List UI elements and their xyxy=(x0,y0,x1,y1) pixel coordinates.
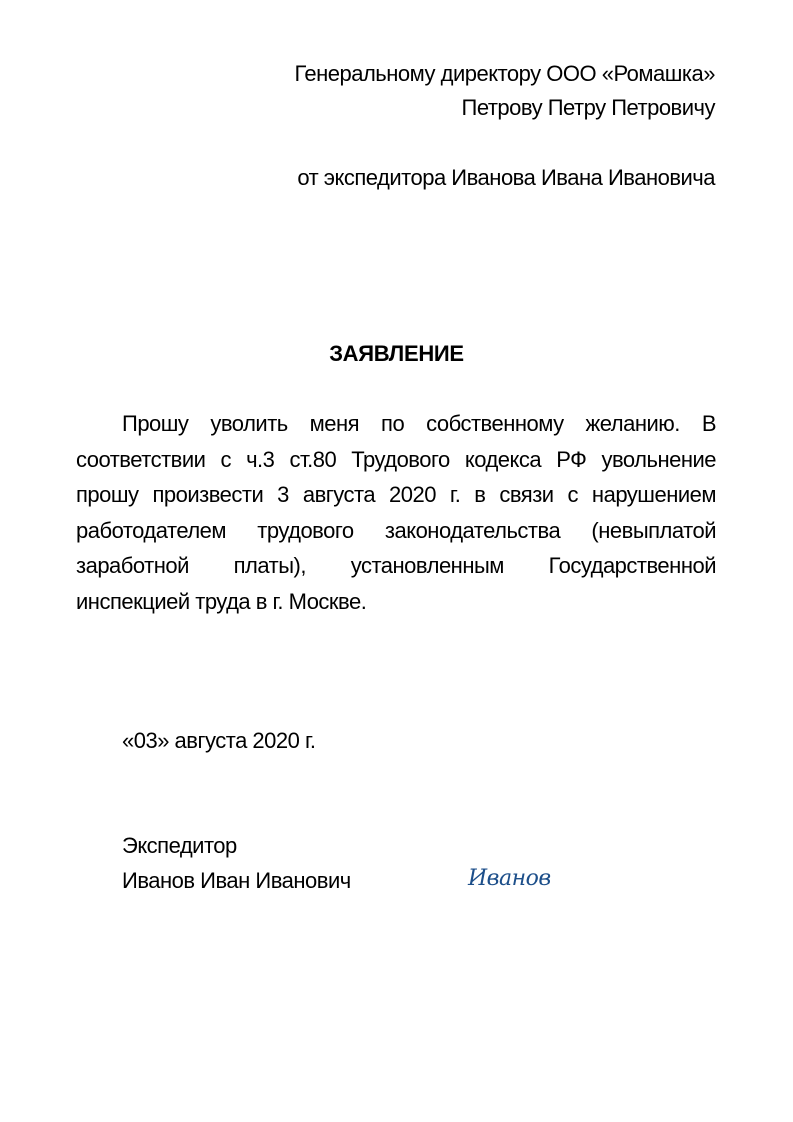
document-title: ЗАЯВЛЕНИЕ xyxy=(329,341,464,366)
signer-name: Иванов Иван Иванович xyxy=(122,868,351,893)
addressee-line-2: Петрову Петру Петровичу xyxy=(461,95,715,120)
addressee-line-1: Генеральному директору ООО «Ромашка» xyxy=(294,61,715,86)
sender-line: от экспедитора Иванова Ивана Ивановича xyxy=(297,165,715,190)
handwritten-signature: Иванов xyxy=(468,866,551,891)
document-date: «03» августа 2020 г. xyxy=(122,728,316,753)
addressee-block xyxy=(294,57,715,125)
statement-body: Прошу уволить меня по собственному желанию. В соответствии с ч.3 ст.80 Трудового кодекса РФ увольнение прошу произвести 3 августа 2020 г. в связи с нарушением работодателем трудового законодательства (невыплатой заработной платы), установленным Государственной инспекцией труда в г. Москве. xyxy=(76,411,716,614)
signer-position: Экспедитор xyxy=(122,833,237,858)
